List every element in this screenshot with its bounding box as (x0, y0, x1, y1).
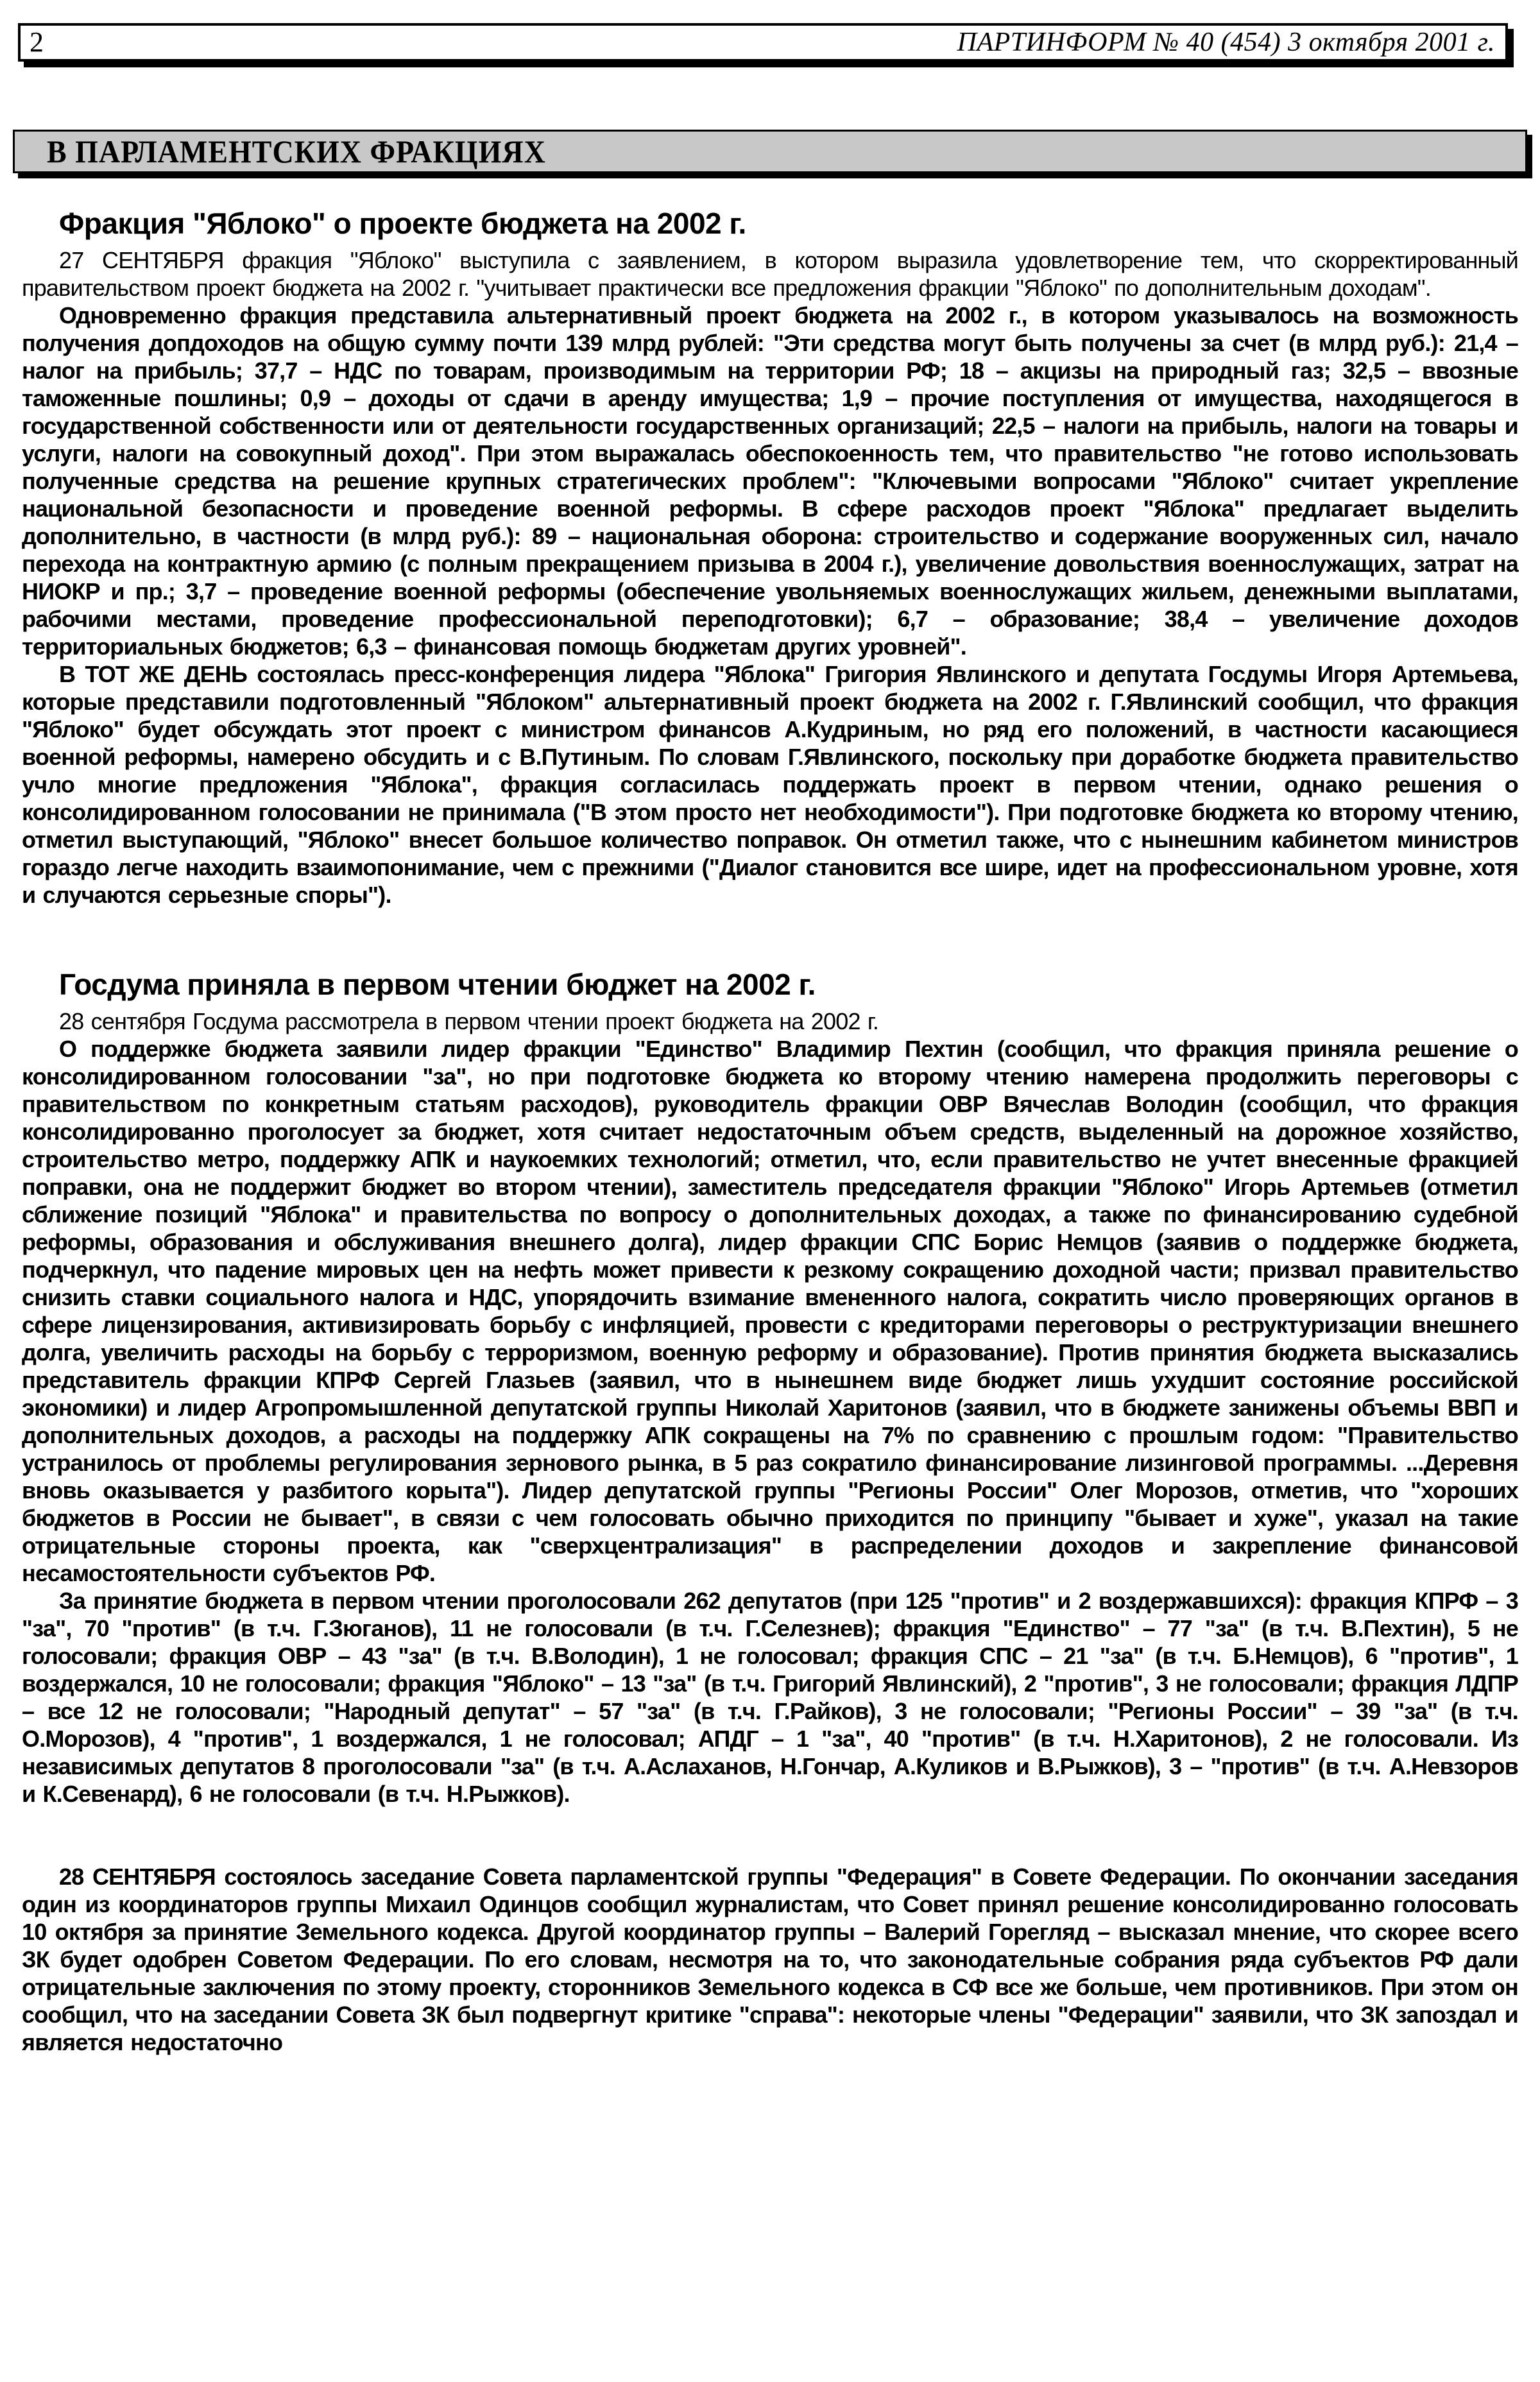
article-paragraph: За принятие бюджета в первом чтении проголосовали 262 депутатов (при 125 "против" и 2 воздержавшихся): фракция КПРФ – 3 "за", 70 "против" (в т.ч. Г.Зюганов), 11 не голосовали (в т.ч. Г.Селезнев); фракция "Единство" – 77 "за" (в т.ч. В.Пехтин), 5 не голосовали; фракция ОВР – 43 "за" (в т.ч. В.Володин), 1 не голосовал; фракция СПС – 21 "за" (в т.ч. Б.Немцов), 6 "против", 1 воздержался, 10 не голосовали; фракция "Яблоко" – 13 "за" (в т.ч. Григорий Явлинский), 2 "против", 3 не голосовали; фракция ЛДПР – все 12 не голосовали; "Народный депутат" – 57 "за" (в т.ч. Г.Райков), 3 не голосовали; "Регионы России" – 39 "за" (в т.ч. О.Морозов), 4 "против", 1 воздержался, 1 не голосовал; АПДГ – 1 "за", 40 "против" (в т.ч. Н.Харитонов), 2 не голосовали. Из независимых депутатов 8 проголосовали "за" (в т.ч. А.Аслаханов, Н.Гончар, А.Куликов и В.Рыжков), 3 – "против" (в т.ч. А.Невзоров и К.Севенард), 6 не голосовали (в т.ч. Н.Рыжков). (22, 1588, 1518, 1807)
article-title: Фракция "Яблоко" о проекте бюджета на 2002 г. (59, 207, 746, 240)
issue-title: ПАРТИНФОРМ № 40 (454) 3 октября 2001 г. (957, 28, 1495, 57)
article-paragraph: 28 сентября Госдума рассмотрела в первом чтении проект бюджета на 2002 г. (59, 1008, 879, 1034)
article-duma-first-reading (22, 968, 1518, 2056)
article-paragraph: Одновременно фракция представила альтернативный проект бюджета на 2002 г., в котором указывалось на возможность получения допдоходов на общую сумму почти 139 млрд рублей: "Эти средства могут быть получены за счет (в млрд руб.): 21,4 – налог на прибыль; 37,7 – НДС по товарам, производимым на территории РФ; 18 – акцизы на природный газ; 32,5 – ввозные таможенные пошлины; 0,9 – доходы от сдачи в аренду имущества; 1,9 – прочие поступления от имущества, находящегося в государственной собственности или от деятельности государственных организаций; 22,5 – налоги на прибыль, налоги на товары и услуги, налоги на совокупный доход". При этом выражалась обеспокоенность тем, что правительство "не готово использовать полученные средства на решение крупных стратегических проблем": "Ключевыми вопросами "Яблоко" считает укрепление национальной безопасности и проведение военной реформы. В сфере расходов проект "Яблока" предлагает выделить дополнительно, в частности (в млрд руб.): 89 – национальная оборона: строительство и содержание вооруженных сил, начало перехода на контрактную армию (с полным прекращением призыва в 2004 г.), увеличение довольствия военнослужащих, затрат на НИОКР и пр.; 3,7 – проведение военной реформы (обеспечение увольняемых военнослужащих жильем, денежными выплатами, рабочими местами, проведение профессиональной переподготовки); 6,7 – образование; 38,4 – увеличение доходов территориальных бюджетов; 6,3 – финансовая помощь бюджетам других уровней". (22, 302, 1518, 660)
articles-column (22, 207, 1518, 2056)
running-head-box (18, 23, 1508, 62)
article-title: Госдума приняла в первом чтении бюджет на 2002 г. (59, 968, 816, 1001)
article-paragraph: 28 СЕНТЯБРЯ состоялось заседание Совета парламентской группы "Федерация" в Совете Федерации. По окончании заседания один из координаторов группы Михаил Одинцов сообщил журналистам, что Совет принял решение консолидированно голосовать 10 октября за принятие Земельного кодекса. Другой координатор группы – Валерий Горегляд – высказал мнение, что скорее всего ЗК будет одобрен Советом Федерации. По его словам, несмотря на то, что законодательные собрания ряда субъектов РФ дали отрицательные заключения по этому проекту, сторонников Земельного кодекса в СФ все же больше, чем противников. При этом он сообщил, что на заседании Совета ЗК был подвергнут критике "справа": некоторые члены "Федерации" заявили, что ЗК запоздал и является недостаточно (22, 1864, 1518, 2055)
article-paragraph: В ТОТ ЖЕ ДЕНЬ состоялась пресс-конференция лидера "Яблока" Григория Явлинского и депутата Госдумы Игоря Артемьева, которые представили подготовленный "Яблоком" альтернативный проект бюджета на 2002 г. Г.Явлинский сообщил, что фракция "Яблоко" будет обсуждать этот проект с министром финансов А.Кудриным, но ряд его положений, в частности касающиеся военной реформы, намерено обсудить и с В.Путиным. По словам Г.Явлинского, поскольку при доработке бюджета правительство учло многие предложения "Яблока", фракция согласилась поддержать проект в первом чтении, однако решения о консолидированном голосовании не принимала ("В этом просто нет необходимости"). При подготовке бюджета ко второму чтению, отметил выступающий, "Яблоко" внесет большое количество поправок. Он отметил также, что с нынешним кабинетом министров гораздо легче находить взаимопонимание, чем с прежними ("Диалог становится все шире, идет на профессиональном уровне, хотя и случаются серьезные споры"). (22, 661, 1518, 908)
section-heading-bar (13, 130, 1527, 173)
page-number: 2 (30, 26, 44, 58)
article-paragraph: 27 СЕНТЯБРЯ фракция "Яблоко" выступила с заявлением, в котором выразила удовлетворение тем, что скорректированный правительством проект бюджета на 2002 г. "учитывает практически все предложения фракции "Яблоко" по дополнительным доходам". (22, 247, 1518, 301)
article-paragraph: О поддержке бюджета заявили лидер фракции "Единство" Владимир Пехтин (сообщил, что фракция приняла решение о консолидированном голосовании "за", но при подготовке бюджета ко второму чтению намерена продолжить переговоры с правительством по конкретным статьям расходов), руководитель фракции ОВР Вячеслав Володин (сообщил, что фракция консолидированно проголосует за бюджет, хотя считает недостаточным объем средств, выделенный на дорожное хозяйство, строительство метро, поддержку АПК и наукоемких технологий; отметил, что, если правительство не учтет внесенные фракцией поправки, она не поддержит бюджет во втором чтении), заместитель председателя фракции "Яблоко" Игорь Артемьев (отметил сближение позиций "Яблока" и правительства по вопросу о дополнительных доходах, а также по финансированию судебной реформы, образования и обслуживания внешнего долга), лидер фракции СПС Борис Немцов (заявив о поддержке бюджета, подчеркнул, что падение мировых цен на нефть может привести к резкому сокращению доходной части; призвал правительство снизить ставки социального налога и НДС, упорядочить взимание вмененного налога, сократить число проверяющих органов в сфере лицензирования, активизировать борьбу с инфляцией, провести с кредиторами переговоры о реструктуризации внешнего долга, увеличить расходы на борьбу с терроризмом, военную реформу и образование). Против принятия бюджета высказались представитель фракции КПРФ Сергей Глазьев (заявил, что в нынешнем виде бюджет лишь ухудшит состояние российской экономики) и лидер Агропромышленной депутатской группы Николай Харитонов (заявил, что в бюджете занижены объемы ВВП и дополнительных доходов, а расходы на поддержку АПК сокращены на 7% по сравнению с прошлым годом: "Правительство устранилось от проблемы регулирования зернового рынка, в 5 раз сократило финансирование лизинговой программы. ...Деревня вновь оказывается у разбитого корыта"). Лидер депутатской группы "Регионы России" Олег Морозов, отметив, что "хороших бюджетов в России не бывает", в связи с чем голосовать обычно приходится по принципу "бывает и хуже", указал на такие отрицательные стороны проекта, как "сверхцентрализация" в распределении доходов и закрепление финансовой несамостоятельности субъектов РФ. (22, 1036, 1518, 1586)
article-yabloko-budget (22, 207, 1518, 909)
section-heading: В ПАРЛАМЕНТСКИХ ФРАКЦИЯХ (47, 133, 546, 169)
